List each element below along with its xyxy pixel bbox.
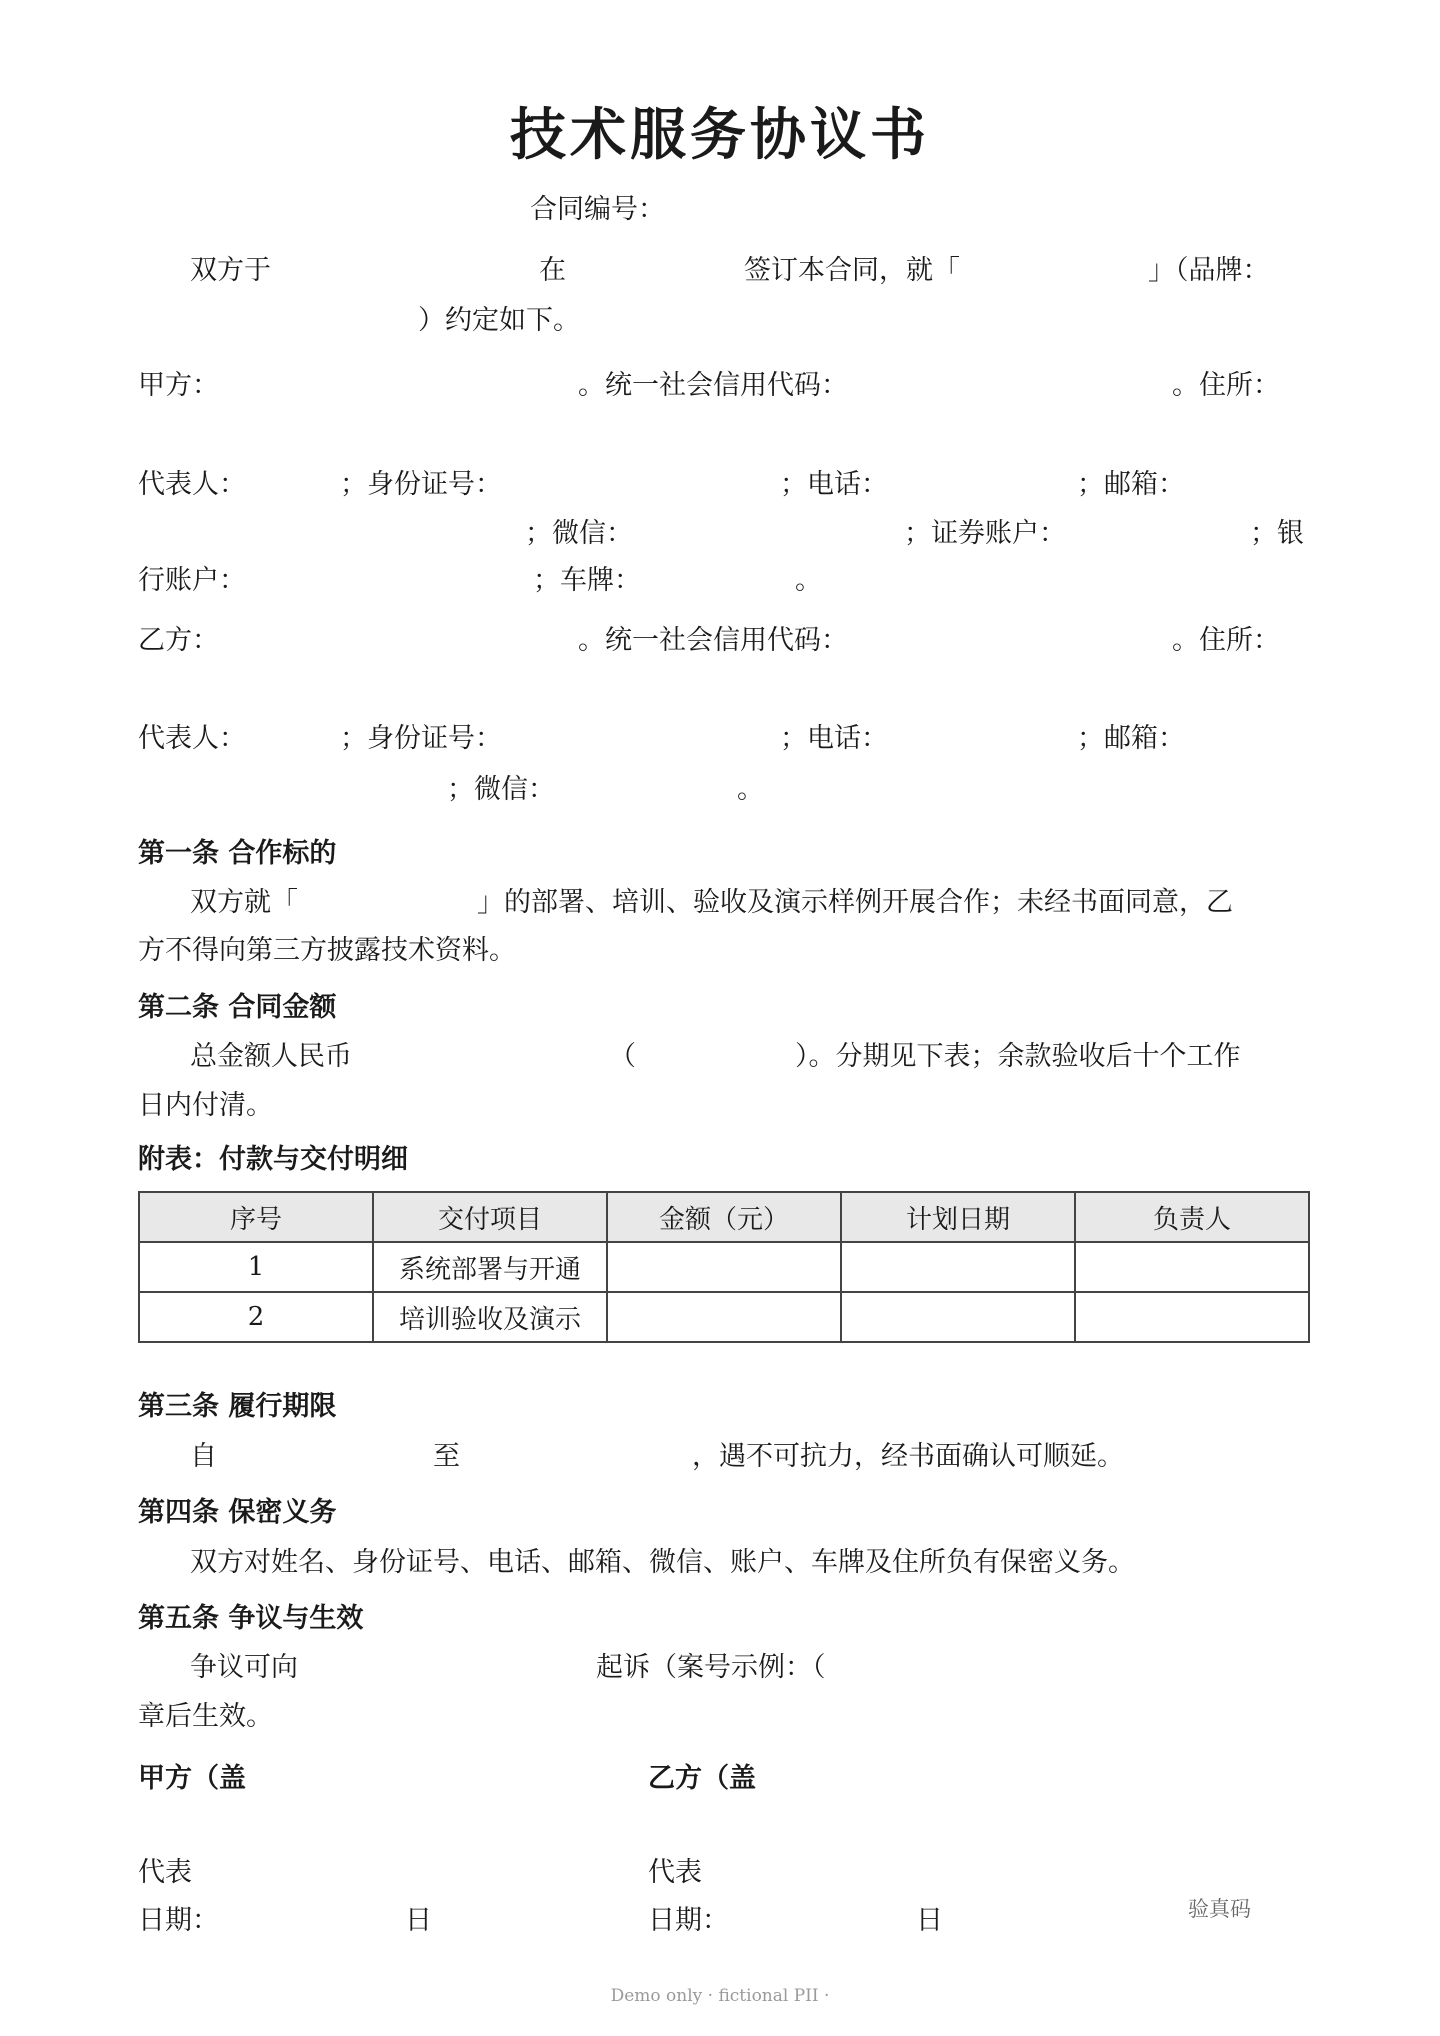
article-3-text: ，遇不可抗力，经书面确认可顺延。 (692, 1441, 1124, 1472)
contract-number-label: 合同编号： (530, 194, 665, 225)
party-b-name-label: 乙方： (138, 625, 219, 656)
table-cell (607, 1242, 841, 1292)
intro-text: 」（品牌： (1148, 255, 1270, 286)
table-cell (1075, 1242, 1309, 1292)
intro-text: 在 (539, 255, 566, 286)
party-a-wechat-label: ；微信： (525, 518, 633, 549)
party-a-name-label: 甲方： (138, 370, 219, 401)
party-a-date-label: 日期： (138, 1905, 219, 1936)
payment-table (138, 1191, 1310, 1343)
party-a-credit-label: 。统一社会信用代码： (578, 370, 848, 401)
table-cell (607, 1292, 841, 1342)
article-2-text: ）。分期见下表；余款验收后十个工作 (795, 1041, 1241, 1072)
party-b-phone-label: ；电话： (780, 723, 888, 754)
article-1-heading: 第一条 合作标的 (138, 838, 337, 869)
party-a-email-label: ；邮箱： (1077, 469, 1185, 500)
article-2-text: （ (609, 1041, 636, 1072)
party-a-address-label: 。住所： (1172, 370, 1280, 401)
intro-text: ）约定如下。 (418, 305, 580, 336)
article-2-heading: 第二条 合同金额 (138, 992, 337, 1023)
column-header: 计划日期 (841, 1192, 1075, 1242)
intro-text: 签订本合同，就「 (744, 255, 960, 286)
party-b-rep-signature: 代表 (648, 1857, 702, 1888)
party-a-phone-label: ；电话： (780, 469, 888, 500)
column-header: 序号 (139, 1192, 373, 1242)
party-b-date-label: 日期： (648, 1905, 729, 1936)
article-3-text: 至 (433, 1441, 460, 1472)
article-2-text: 日内付清。 (138, 1090, 273, 1121)
party-a-bank-label: 行账户： (138, 565, 246, 596)
party-a-plate-label: ；车牌： (533, 565, 641, 596)
party-b-wechat-label: ；微信： (447, 774, 555, 805)
party-a-id-label: ；身份证号： (340, 469, 502, 500)
party-b-end: 。 (737, 774, 764, 805)
table-cell: 培训验收及演示 (373, 1292, 607, 1342)
party-b-email-label: ；邮箱： (1077, 723, 1185, 754)
article-4-heading: 第四条 保密义务 (138, 1497, 337, 1528)
party-a-rep-label: 代表人： (138, 469, 246, 500)
intro-text: 双方于 (190, 255, 271, 286)
article-5-text: 起诉（案号示例：（ (596, 1652, 826, 1683)
article-1-text: 」的部署、培训、验收及演示样例开展合作；未经书面同意，乙 (477, 887, 1233, 918)
table-cell: 1 (139, 1242, 373, 1292)
party-b-credit-label: 。统一社会信用代码： (578, 625, 848, 656)
party-b-date-day: 日 (916, 1905, 943, 1936)
party-a-securities-label: ；证券账户： (904, 518, 1066, 549)
party-a-end: 。 (795, 565, 822, 596)
party-a-bank-label: ；银 (1250, 518, 1304, 549)
table-row (139, 1242, 1309, 1292)
party-b-address-label: 。住所： (1172, 625, 1280, 656)
table-cell (841, 1292, 1075, 1342)
party-a-rep-signature: 代表 (138, 1857, 192, 1888)
table-header-row (139, 1192, 1309, 1242)
article-5-heading: 第五条 争议与生效 (138, 1603, 364, 1634)
column-header: 负责人 (1075, 1192, 1309, 1242)
party-b-rep-label: 代表人： (138, 723, 246, 754)
article-1-text: 方不得向第三方披露技术资料。 (138, 935, 516, 966)
article-3-heading: 第三条 履行期限 (138, 1391, 337, 1422)
footer-note: Demo only · fictional PII · (610, 1986, 830, 2006)
table-cell: 2 (139, 1292, 373, 1342)
article-4-text: 双方对姓名、身份证号、电话、邮箱、微信、账户、车牌及住所负有保密义务。 (190, 1547, 1135, 1578)
article-5-text: 章后生效。 (138, 1701, 273, 1732)
column-header: 金额（元） (607, 1192, 841, 1242)
party-b-id-label: ；身份证号： (340, 723, 502, 754)
party-b-signature-label: 乙方（盖 (648, 1763, 756, 1794)
article-1-text: 双方就「 (190, 887, 298, 918)
table-cell (841, 1242, 1075, 1292)
table-cell: 系统部署与开通 (373, 1242, 607, 1292)
party-a-date-day: 日 (405, 1905, 432, 1936)
column-header: 交付项目 (373, 1192, 607, 1242)
document-title: 技术服务协议书 (510, 102, 930, 168)
table-cell (1075, 1292, 1309, 1342)
article-5-text: 争议可向 (190, 1652, 298, 1683)
verification-code-label: 验真码 (1188, 1897, 1251, 1921)
party-a-signature-label: 甲方（盖 (138, 1763, 246, 1794)
article-2-text: 总金额人民币 (190, 1041, 352, 1072)
appendix-heading: 附表：付款与交付明细 (138, 1144, 408, 1175)
article-3-text: 自 (190, 1441, 217, 1472)
table-row (139, 1292, 1309, 1342)
